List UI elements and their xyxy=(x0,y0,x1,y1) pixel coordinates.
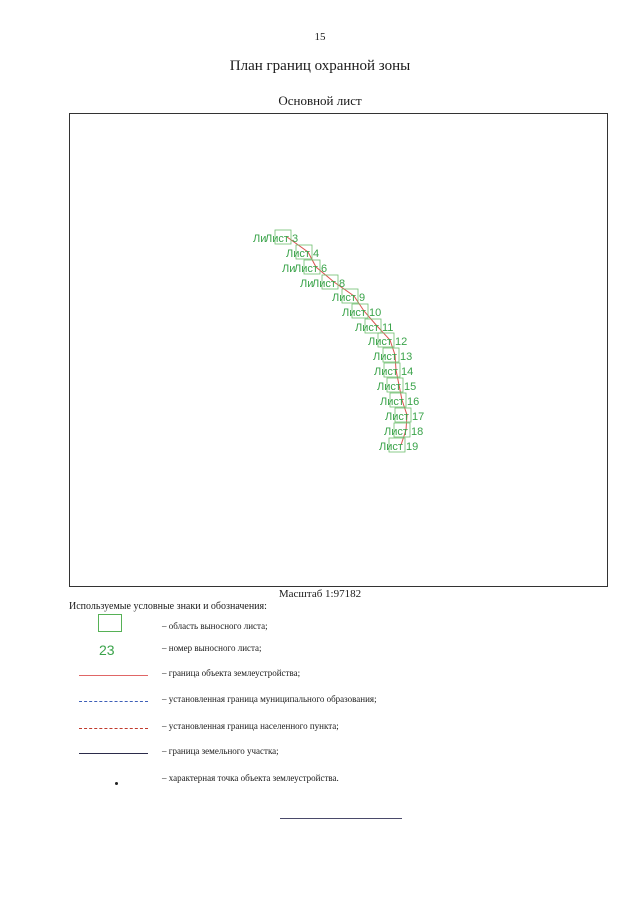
municipal-boundary-line xyxy=(79,701,148,702)
legend-text: – установленная граница населенного пункта; xyxy=(162,721,339,731)
sheet-label-overlap: Ли xyxy=(253,233,267,245)
sheet-label: Лист 3 xyxy=(265,233,299,245)
legend-symbol-object-boundary xyxy=(79,666,149,686)
object-boundary-line xyxy=(79,675,148,676)
legend-row-sheet-number xyxy=(0,641,640,661)
sheet-label-overlap: Ли xyxy=(282,263,296,275)
sheet-label: Лист 16 xyxy=(380,396,420,408)
sheet-label: Лист 11 xyxy=(355,322,394,334)
legend-text: – номер выносного листа; xyxy=(162,643,262,653)
legend-text: – характерная точка объекта землеустройства. xyxy=(162,773,339,783)
legend-symbol-sheet-number xyxy=(79,641,149,661)
sheet-number-symbol: 23 xyxy=(99,642,115,658)
sheet-label: Лист 15 xyxy=(377,381,417,393)
characteristic-point-dot xyxy=(115,782,118,785)
sheet-label-overlap: Ли xyxy=(300,278,314,290)
legend-text: – граница земельного участка; xyxy=(162,746,279,756)
legend-text: – установленная граница муниципального образования; xyxy=(162,694,377,704)
sheet-label: Лист 18 xyxy=(384,426,424,438)
sheet-label: Лист 12 xyxy=(368,336,408,348)
legend-row-characteristic-point xyxy=(0,771,640,791)
legend-symbol-sheet-area xyxy=(79,614,149,634)
map-scale: Масштаб 1:97182 xyxy=(278,588,362,600)
sheet-label: Лист 10 xyxy=(342,307,382,319)
legend-row-object-boundary xyxy=(0,666,640,686)
page-title: План границ охранной зоны xyxy=(229,58,411,74)
sheet-label: Лист 17 xyxy=(385,411,425,423)
land-plot-boundary-line xyxy=(79,753,148,754)
legend-symbol-settlement-boundary xyxy=(79,719,149,739)
page-subtitle: Основной лист xyxy=(278,93,362,108)
map-canvas xyxy=(70,114,609,588)
legend-symbol-land-plot-boundary xyxy=(79,744,149,764)
legend-symbol-characteristic-point xyxy=(79,771,149,791)
sheet-label: Лист 9 xyxy=(332,292,366,304)
sheet-area-symbol xyxy=(98,614,122,632)
legend-symbol-municipal-boundary xyxy=(79,692,149,712)
settlement-boundary-line xyxy=(79,728,148,729)
sheet-label: Лист 6 xyxy=(294,263,328,275)
legend-row-municipal-boundary xyxy=(0,692,640,712)
signature-line xyxy=(280,818,402,819)
page-number: 15 xyxy=(314,31,326,43)
legend-text: – граница объекта землеустройства; xyxy=(162,668,301,678)
legend-row-sheet-area xyxy=(0,614,640,634)
sheet-label: Лист 14 xyxy=(374,366,414,378)
sheet-label: Лист 19 xyxy=(379,441,419,453)
legend-row-land-plot-boundary xyxy=(0,744,640,764)
legend-title: Используемые условные знаки и обозначения: xyxy=(69,601,267,612)
map-frame xyxy=(69,113,608,587)
sheet-label: Лист 13 xyxy=(373,351,413,363)
sheet-label: Лист 8 xyxy=(312,278,346,290)
legend-row-settlement-boundary xyxy=(0,719,640,739)
legend-text: – область выносного листа; xyxy=(162,621,268,631)
sheet-label: Лист 4 xyxy=(286,248,320,260)
